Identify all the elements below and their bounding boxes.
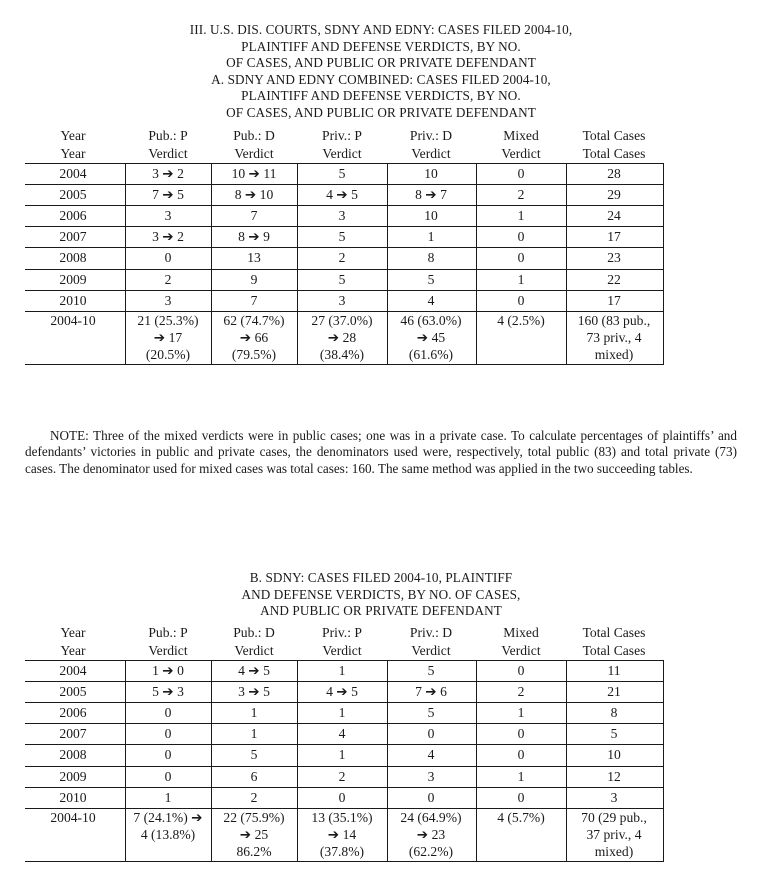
table-cell-mixed: 0 — [517, 229, 525, 245]
summary-line: 27 (37.0%) — [311, 312, 373, 328]
header-line: Verdict — [411, 643, 451, 658]
summary-cell-mixed — [476, 809, 566, 826]
table-cell-pub-d: 5 — [250, 747, 258, 763]
table-cell-year: 2010 — [59, 292, 87, 308]
header-line: Verdict — [148, 146, 188, 161]
column-header-priv-d — [386, 624, 476, 660]
summary-line: ➔ 25 — [239, 826, 269, 842]
header-line: Total Cases — [582, 128, 646, 143]
summary-line: mixed) — [594, 843, 634, 859]
table-cell-pub-d: 2 — [250, 789, 258, 805]
table-cell-mixed: 0 — [517, 789, 525, 805]
summary-line: 7 (24.1%) ➔ — [133, 809, 203, 825]
header-line: Verdict — [322, 643, 362, 658]
table-cell-mixed: 0 — [517, 747, 525, 763]
summary-line: (37.8%) — [319, 843, 365, 859]
table-cell-pub-d: 9 — [250, 271, 258, 287]
summary-line: 70 (29 pub., — [581, 809, 647, 825]
table-cell-priv-p: 3 — [338, 208, 346, 224]
title-line: A. SDNY AND EDNY COMBINED: CASES FILED 2004-10, — [211, 71, 551, 87]
table-cell-total: 28 — [607, 166, 621, 181]
table-cell-priv-p: 1 — [338, 747, 346, 763]
table-cell-mixed: 0 — [517, 726, 525, 742]
title-line: OF CASES, AND PUBLIC OR PRIVATE DEFENDANT — [226, 55, 536, 70]
table-cell-pub-p: 3 ➔ 2 — [152, 166, 184, 181]
summary-cell-year — [28, 312, 118, 329]
table-cell-mixed: 0 — [517, 663, 525, 678]
header-line: Verdict — [234, 146, 274, 161]
summary-line: 13 (35.1%) — [311, 809, 373, 825]
column-header-year — [28, 624, 118, 660]
table-cell-priv-d: 8 — [427, 250, 435, 266]
table-cell-pub-p: 3 — [164, 208, 172, 224]
column-rule — [387, 660, 388, 862]
column-header-priv-p — [297, 624, 387, 660]
column-header-priv-p — [297, 127, 387, 163]
title-line: III. U.S. DIS. COURTS, SDNY AND EDNY: CASES FILED 2004-10, — [189, 22, 573, 37]
table-cell-pub-d: 13 — [247, 250, 261, 266]
table-cell-total: 17 — [607, 229, 621, 245]
header-line: Verdict — [501, 643, 541, 658]
table-cell-pub-p: 0 — [164, 250, 172, 266]
table-cell-priv-d: 4 — [427, 292, 435, 308]
table-cell-total: 23 — [607, 250, 621, 266]
column-rule — [566, 660, 567, 862]
table-cell-year: 2010 — [59, 789, 87, 805]
table-cell-mixed: 2 — [517, 187, 525, 203]
table-cell-total: 11 — [607, 663, 621, 678]
header-line: Year — [60, 128, 86, 143]
table-cell-pub-p: 1 ➔ 0 — [152, 663, 184, 678]
table-bottom-rule — [25, 861, 664, 862]
table-cell-total: 10 — [607, 747, 621, 763]
summary-line: 4 (2.5%) — [497, 312, 545, 328]
table-cell-pub-d: 3 ➔ 5 — [238, 684, 270, 700]
table-cell-priv-d: 4 — [427, 747, 435, 763]
summary-line: 4 (13.8%) — [140, 826, 196, 842]
header-line: Total Cases — [582, 625, 646, 640]
table-cell-priv-d: 3 — [427, 768, 435, 784]
header-line: Verdict — [234, 643, 274, 658]
summary-cell-total — [569, 809, 659, 860]
header-line: Year — [60, 625, 86, 640]
table-cell-pub-d: 1 — [250, 705, 258, 721]
header-line: Priv.: D — [409, 128, 453, 143]
table-cell-pub-p: 5 ➔ 3 — [152, 684, 184, 700]
title-line: AND PUBLIC OR PRIVATE DEFENDANT — [260, 603, 502, 618]
header-line: Priv.: P — [322, 128, 362, 143]
summary-line: 2004-10 — [50, 809, 96, 825]
table-cell-priv-d: 1 — [427, 229, 435, 245]
summary-cell-mixed — [476, 312, 566, 329]
table-cell-total: 3 — [610, 789, 618, 805]
column-header-year — [28, 127, 118, 163]
summary-line: 24 (64.9%) — [400, 809, 462, 825]
title-line: PLAINTIFF AND DEFENSE VERDICTS, BY NO. — [241, 38, 521, 54]
summary-line: (61.6%) — [408, 346, 454, 362]
column-rule — [476, 163, 477, 365]
table-cell-total: 17 — [607, 292, 621, 308]
column-rule — [297, 163, 298, 365]
section-b-title — [0, 570, 762, 620]
summary-cell-priv-p — [297, 809, 387, 860]
column-rule — [211, 660, 212, 862]
column-header-mixed — [476, 127, 566, 163]
header-line: Pub.: D — [233, 128, 275, 143]
column-rule — [663, 163, 664, 365]
column-header-mixed — [476, 624, 566, 660]
summary-cell-pub-p — [123, 312, 213, 363]
column-rule — [387, 163, 388, 365]
header-line: Year — [60, 146, 86, 161]
table-cell-year: 2005 — [59, 684, 87, 700]
title-line: OF CASES, AND PUBLIC OR PRIVATE DEFENDANT — [226, 104, 536, 120]
table-cell-priv-p: 5 — [338, 166, 346, 181]
table-cell-total: 22 — [607, 271, 621, 287]
table-cell-total: 12 — [607, 768, 621, 784]
summary-line: 86.2% — [236, 843, 272, 859]
header-line: Priv.: P — [322, 625, 362, 640]
table-cell-pub-p: 3 — [164, 292, 172, 308]
table-cell-pub-p: 0 — [164, 705, 172, 721]
column-rule — [297, 660, 298, 862]
table-cell-mixed: 1 — [517, 705, 525, 721]
table-cell-priv-p: 5 — [338, 271, 346, 287]
note-text: NOTE: Three of the mixed verdicts were in public cases; one was in a private case. To calculate percentages of plaintiffs’ and defendants’ victories in public and private cases, the denominators used were, respectively, total public (83) and total private (73) cases. The denominator used for mixed cases was total cases: 160. The same method was applied in the two succeeding tables. — [25, 428, 737, 476]
table-cell-pub-d: 10 ➔ 11 — [231, 166, 277, 181]
table-cell-year: 2009 — [59, 768, 87, 784]
table-cell-priv-p: 5 — [338, 229, 346, 245]
header-line: Mixed — [503, 625, 539, 640]
summary-line: 22 (75.9%) — [223, 809, 285, 825]
table-cell-priv-d: 10 — [424, 208, 438, 224]
table-bottom-rule — [25, 364, 664, 365]
summary-line: 46 (63.0%) — [400, 312, 462, 328]
table-cell-priv-d: 8 ➔ 7 — [415, 187, 447, 203]
summary-line: ➔ 28 — [327, 329, 357, 345]
table-cell-priv-p: 0 — [338, 789, 346, 805]
table-cell-pub-p: 0 — [164, 747, 172, 763]
header-line: Mixed — [503, 128, 539, 143]
table-cell-priv-d: 5 — [427, 663, 435, 678]
table-cell-priv-d: 10 — [424, 166, 438, 181]
table-cell-priv-p: 3 — [338, 292, 346, 308]
summary-cell-pub-d — [209, 312, 299, 363]
table-cell-year: 2006 — [59, 208, 87, 224]
summary-line: 73 priv., 4 — [586, 329, 642, 345]
column-header-pub-p — [123, 127, 213, 163]
summary-line: (79.5%) — [231, 346, 277, 362]
table-cell-pub-p: 1 — [164, 789, 172, 805]
column-header-pub-d — [209, 624, 299, 660]
summary-cell-priv-d — [386, 809, 476, 860]
summary-line: 4 (5.7%) — [497, 809, 545, 825]
table-cell-mixed: 0 — [517, 292, 525, 308]
table-cell-pub-d: 7 — [250, 292, 258, 308]
table-cell-pub-d: 8 ➔ 10 — [234, 187, 274, 203]
column-header-priv-d — [386, 127, 476, 163]
header-line: Priv.: D — [409, 625, 453, 640]
table-cell-pub-d: 4 ➔ 5 — [238, 663, 270, 678]
header-line: Verdict — [148, 643, 188, 658]
column-rule — [476, 660, 477, 862]
summary-cell-total — [569, 312, 659, 363]
table-cell-pub-p: 0 — [164, 768, 172, 784]
table-cell-priv-p: 2 — [338, 250, 346, 266]
table-cell-year: 2008 — [59, 250, 87, 266]
summary-cell-pub-d — [209, 809, 299, 860]
header-line: Year — [60, 643, 86, 658]
table-cell-total: 29 — [607, 187, 621, 203]
table-cell-priv-p: 1 — [338, 705, 346, 721]
table-cell-total: 5 — [610, 726, 618, 742]
table-cell-year: 2005 — [59, 187, 87, 203]
table-cell-year: 2008 — [59, 747, 87, 763]
summary-line: 62 (74.7%) — [223, 312, 285, 328]
table-cell-year: 2006 — [59, 705, 87, 721]
table-cell-priv-d: 0 — [427, 726, 435, 742]
column-header-pub-d — [209, 127, 299, 163]
summary-line: ➔ 14 — [327, 826, 357, 842]
table-cell-year: 2007 — [59, 726, 87, 742]
column-rule — [125, 660, 126, 862]
table-cell-total: 24 — [607, 208, 621, 224]
column-rule — [566, 163, 567, 365]
header-line: Pub.: D — [233, 625, 275, 640]
header-line: Verdict — [411, 146, 451, 161]
table-cell-year: 2009 — [59, 271, 87, 287]
column-rule — [211, 163, 212, 365]
table-cell-pub-p: 3 ➔ 2 — [152, 229, 184, 245]
table-cell-mixed: 0 — [517, 166, 525, 181]
header-line: Pub.: P — [148, 625, 188, 640]
table-cell-mixed: 0 — [517, 250, 525, 266]
table-cell-priv-d: 5 — [427, 271, 435, 287]
summary-line: ➔ 17 — [153, 329, 183, 345]
table-cell-total: 8 — [610, 705, 618, 721]
column-rule — [663, 660, 664, 862]
table-cell-priv-d: 0 — [427, 789, 435, 805]
summary-line: ➔ 66 — [239, 329, 269, 345]
summary-line: 2004-10 — [50, 312, 96, 328]
title-line: AND DEFENSE VERDICTS, BY NO. OF CASES, — [241, 586, 521, 602]
summary-line: 160 (83 pub., — [577, 312, 651, 328]
summary-cell-year — [28, 809, 118, 826]
summary-line: ➔ 45 — [416, 329, 446, 345]
table-cell-pub-d: 7 — [250, 208, 258, 224]
table-cell-year: 2004 — [59, 166, 87, 181]
summary-line: (20.5%) — [145, 346, 191, 362]
table-cell-pub-d: 8 ➔ 9 — [238, 229, 270, 245]
table-cell-priv-p: 4 — [338, 726, 346, 742]
header-line: Verdict — [501, 146, 541, 161]
table-note — [25, 428, 737, 477]
table-cell-priv-p: 4 ➔ 5 — [326, 684, 358, 700]
header-line: Total Cases — [582, 643, 646, 658]
column-header-total — [569, 127, 659, 163]
table-cell-pub-d: 6 — [250, 768, 258, 784]
summary-cell-pub-p — [123, 809, 213, 843]
summary-line: ➔ 23 — [416, 826, 446, 842]
summary-line: 21 (25.3%) — [137, 312, 199, 328]
summary-line: (38.4%) — [319, 346, 365, 362]
summary-line: 37 priv., 4 — [586, 826, 642, 842]
table-cell-mixed: 1 — [517, 208, 525, 224]
table-cell-priv-p: 4 ➔ 5 — [326, 187, 358, 203]
table-cell-mixed: 1 — [517, 271, 525, 287]
title-line: PLAINTIFF AND DEFENSE VERDICTS, BY NO. — [241, 88, 521, 103]
table-cell-pub-p: 0 — [164, 726, 172, 742]
table-cell-pub-d: 1 — [250, 726, 258, 742]
summary-cell-priv-d — [386, 312, 476, 363]
table-cell-year: 2004 — [59, 663, 87, 678]
table-cell-pub-p: 2 — [164, 271, 172, 287]
column-header-total — [569, 624, 659, 660]
table-cell-year: 2007 — [59, 229, 87, 245]
column-header-pub-p — [123, 624, 213, 660]
table-cell-pub-p: 7 ➔ 5 — [152, 187, 184, 203]
table-cell-total: 21 — [607, 684, 621, 700]
section-a-title — [0, 22, 762, 121]
header-line: Verdict — [322, 146, 362, 161]
table-cell-priv-d: 7 ➔ 6 — [415, 684, 447, 700]
table-cell-priv-d: 5 — [427, 705, 435, 721]
table-cell-mixed: 1 — [517, 768, 525, 784]
table-cell-priv-p: 1 — [338, 663, 346, 678]
summary-line: mixed) — [594, 346, 634, 362]
summary-cell-priv-p — [297, 312, 387, 363]
header-line: Pub.: P — [148, 128, 188, 143]
header-line: Total Cases — [582, 146, 646, 161]
summary-line: (62.2%) — [408, 843, 454, 859]
column-rule — [125, 163, 126, 365]
title-line: B. SDNY: CASES FILED 2004-10, PLAINTIFF — [249, 570, 513, 585]
table-cell-priv-p: 2 — [338, 768, 346, 784]
table-cell-mixed: 2 — [517, 684, 525, 700]
